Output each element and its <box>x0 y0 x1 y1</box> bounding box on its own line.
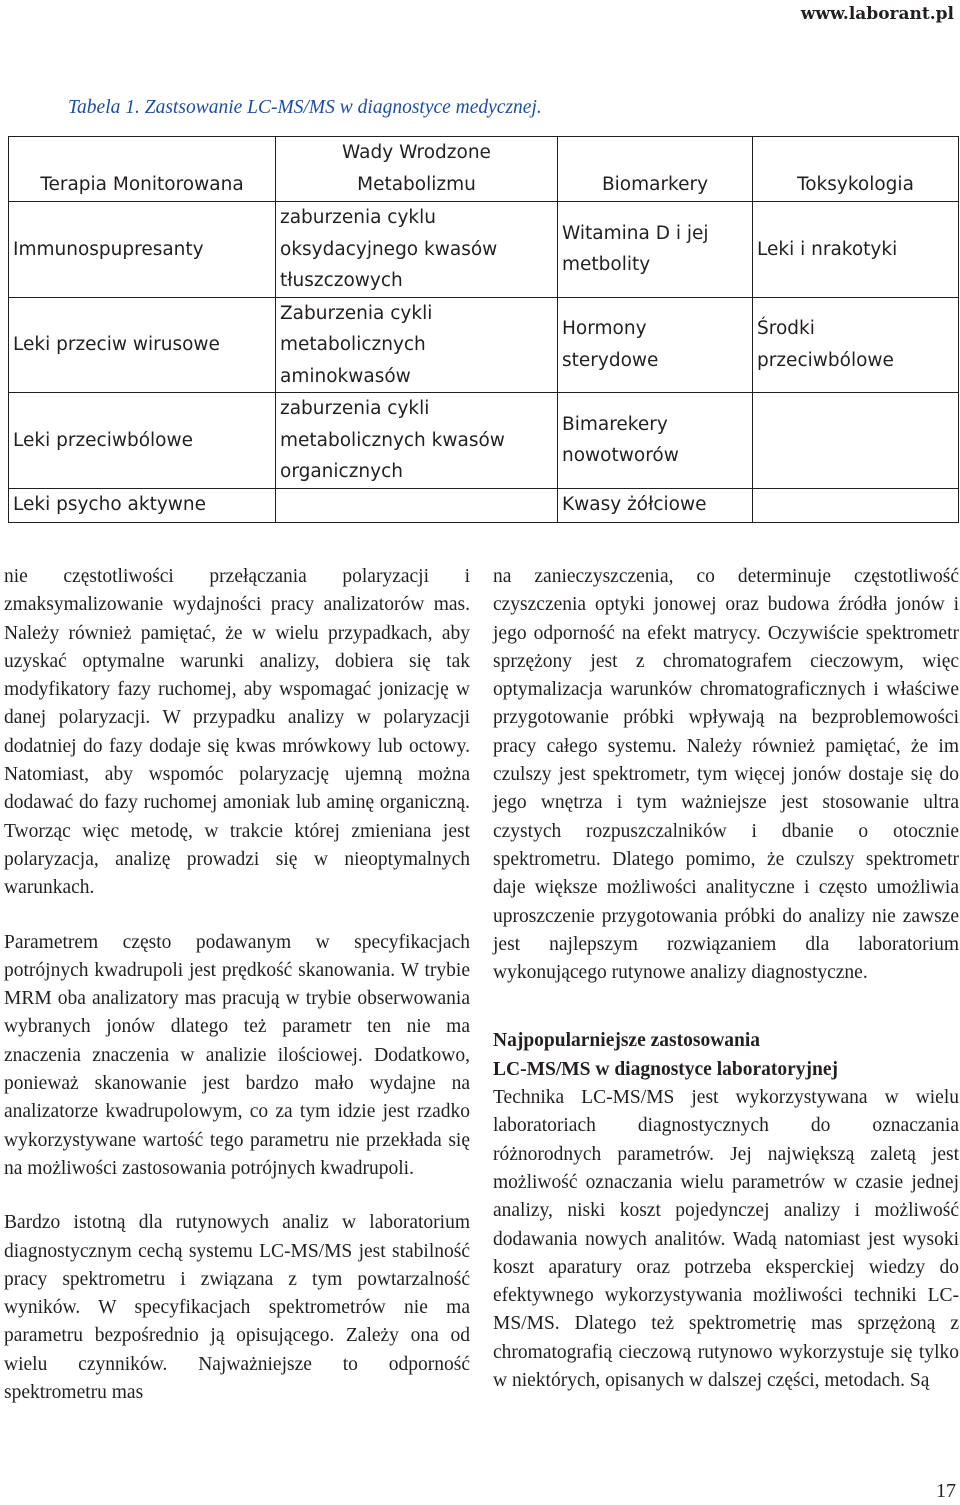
section-heading-line1: Najpopularniejsze zastosowania <box>493 1030 761 1052</box>
table-cell: zaburzenia cyklu oksydacyjnego kwasów tłuszczowych <box>276 202 558 298</box>
table-cell: Leki psycho aktywne <box>9 488 276 522</box>
header-cell: Toksykologia <box>753 137 959 202</box>
table-cell <box>753 393 959 489</box>
table-cell: Leki przeciwbólowe <box>9 393 276 489</box>
table-cell: Bimarekery nowotworów <box>558 393 753 489</box>
table-cell: Hormony sterydowe <box>558 297 753 393</box>
table-cell: zaburzenia cykli metabolicznych kwasów organicznych <box>276 393 558 489</box>
table-row <box>9 393 959 489</box>
table-row <box>9 488 959 522</box>
table-cell: Leki przeciw wirusowe <box>9 297 276 393</box>
page-number: 17 <box>936 1480 956 1502</box>
table-row <box>9 202 959 298</box>
table-cell: Leki i nrakotyki <box>753 202 959 298</box>
table-cell: Immunospupresanty <box>9 202 276 298</box>
header-cell: Wady Wrodzone Metabolizmu <box>276 137 558 202</box>
header-cell: Terapia Monitorowana <box>9 137 276 202</box>
text-column-left <box>4 563 470 1433</box>
paragraph: Technika LC-MS/MS jest wykorzystywana w wielu laboratoriach diagnostycznych do oznaczania różnorodnych parametrów. Jej największą zaletą jest możliwość oznaczania wielu parametrów w czasie jednej analizy, niski koszt pojedynczej analizy i możliwość dodawania nowych analitów. Wadą natomiast jest wysoki koszt aparatury oraz potrzeba eksperckiej wiedzy do efektywnego wykorzystywania możliwości techniki LC-MS/MS. Dlatego też spektrometrię mas sprzężoną z chromatografią cieczową rutynowo wykorzystuje się tylko w niektórych, opisanych w dalszej części, metodach. Są <box>493 1087 959 1392</box>
applications-table <box>8 136 959 523</box>
table-cell <box>276 488 558 522</box>
text-column-right <box>493 563 959 1421</box>
table-header-row <box>9 137 959 202</box>
table-cell: Witamina D i jej metbolity <box>558 202 753 298</box>
section-heading-line2: LC-MS/MS w diagnostyce laboratoryjnej <box>493 1058 839 1080</box>
paragraph: na zanieczyszczenia, co determinuje częstotliwość czyszczenia optyki jonowej oraz budowa źródła jonów i jego odporność na efekt matrycy. Oczywiście spektrometr sprzężony jest z chromatografem cieczowym, więc optymalizacja warunków chromatograficznych i właściwe przygotowanie próbki wpływają na bezproblemowości pracy całego systemu. Należy również pamiętać, że im czulszy jest spektrometr, tym więcej jonów dostaje się do jego wnętrza i tym ważniejsze jest stosowanie ultra czystych rozpuszczalników i dbanie o otocznie spektrometru. Dlatego pomimo, że czulszy spektrometr daje większe możliwości analityczne i często umożliwia uproszczenie przygotowania próbki do analizy nie zawsze jest najlepszym rozwiązaniem dla laboratorium wykonującego rutynowe analizy diagnostyczne. <box>493 566 959 984</box>
section-heading <box>493 1027 959 1084</box>
table-cell <box>753 488 959 522</box>
table-row <box>9 297 959 393</box>
paragraph: Bardzo istotną dla rutynowych analiz w laboratorium diagnostycznym cechą systemu LC-MS/MS jest stabilność pracy spektrometru i związana z tym powtarzalność wyników. W specyfikacjach spektrometrów nie ma parametru bezpośrednio ją opisującego. Zależy ona od wielu czynników. Najważniejsze to odporność spektrometru mas <box>4 1212 470 1404</box>
header-cell: Biomarkery <box>558 137 753 202</box>
table-cell: Zaburzenia cykli metabolicznych aminokwasów <box>276 297 558 393</box>
table-cell: Kwasy żółciowe <box>558 488 753 522</box>
table-caption: Tabela 1. Zastsowanie LC-MS/MS w diagnostyce medycznej. <box>68 97 542 118</box>
paragraph: Parametrem często podawanym w specyfikacjach potrójnych kwadrupoli jest prędkość skanowania. W trybie MRM oba analizatory mas pracują w trybie obserwowania wybranych jonów dlatego też parametr ten nie ma znaczenia znaczenia w analizie ilościowej. Dodatkowo, ponieważ skanowanie jest bardzo mało wydajne na analizatorze kwadrupolowym, co za tym idzie jest rzadko wykorzystywane wartość tego parametru nie przekłada się na możliwości zastosowania potrójnych kwadrupoli. <box>4 931 470 1179</box>
paragraph: nie częstotliwości przełączania polaryzacji i zmaksymalizowanie wydajności pracy analizatorów mas. Należy również pamiętać, że w wielu przypadkach, aby uzyskać optymalne warunki analizy, dobiera się tak modyfikatory fazy ruchomej, aby wspomagać jonizację w danej polaryzacji. W przypadku analizy w polaryzacji dodatniej do fazy dodaje się kwas mrówkowy lub octowy. Natomiast, aby wspomóc polaryzację ujemną można dodawać do fazy ruchomej amoniak lub aminę organiczną. Tworząc więc metodę, w trakcie której zmieniana jest polaryzacja, analizę prowadzi się w nieoptymalnych warunkach. <box>4 566 470 899</box>
site-url: www.laborant.pl <box>800 4 954 24</box>
table-cell: Środki przeciwbólowe <box>753 297 959 393</box>
